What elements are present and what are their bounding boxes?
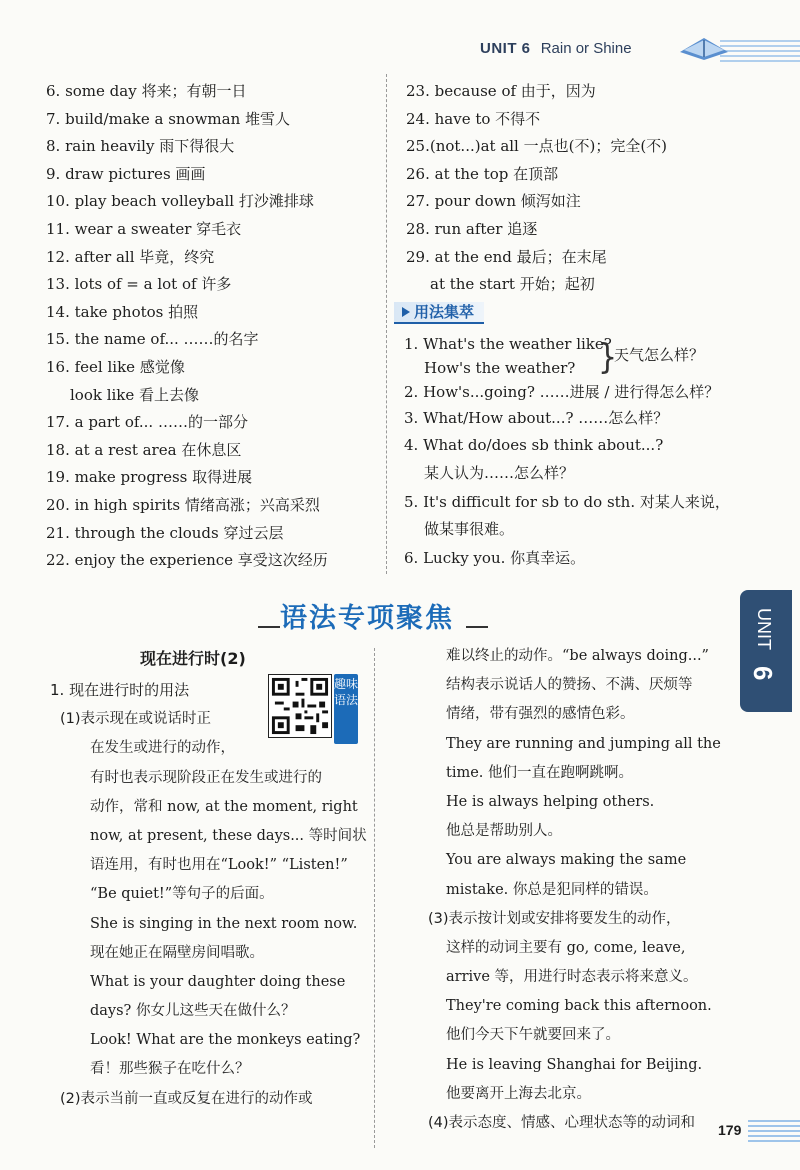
- grammar-line: 看！那些猴子在吃什么？: [90, 1061, 250, 1078]
- unit-side-tab: [740, 590, 792, 712]
- grammar-line: They're coming back this afternoon.: [446, 998, 712, 1015]
- phrase-item: 11. wear a sweater 穿毛衣: [46, 219, 242, 238]
- usage-line: 做某事很难。: [424, 520, 515, 538]
- phrase-item: look like 看上去像: [70, 385, 200, 404]
- phrase-item: 29. at the end 最后；在末尾: [406, 247, 607, 266]
- grammar-line: She is singing in the next room now.: [90, 915, 358, 932]
- phrase-list-right: [406, 78, 776, 299]
- phrase-item: 18. at a rest area 在休息区: [46, 440, 242, 459]
- grammar-line: 这样的动词主要有 go, come, leave,: [446, 939, 686, 956]
- grammar-line: 在发生或进行的动作，: [90, 740, 235, 757]
- grammar-line: He is always helping others.: [446, 793, 655, 810]
- grammar-line: 有时也表示现阶段正在发生或进行的: [90, 769, 322, 786]
- grammar-line: 语连用，有时也用在“Look!” “Listen!”: [90, 857, 348, 874]
- grammar-line: (2)表示当前一直或反复在进行的动作或: [60, 1090, 313, 1107]
- grammar-line: time. 他们一直在跑啊跳啊。: [446, 764, 634, 781]
- banner-rule: [258, 626, 280, 628]
- usage-line: How's the weather?: [424, 359, 576, 377]
- phrase-item: 27. pour down 倾泻如注: [406, 192, 581, 211]
- unit-label: UNIT 6: [480, 40, 531, 57]
- phrase-item: 16. feel like 感觉像: [46, 357, 185, 376]
- footer-decoration: [748, 1120, 800, 1142]
- usage-line: 6. Lucky you. 你真幸运。: [404, 549, 586, 567]
- grammar-line: They are running and jumping all the: [446, 735, 721, 752]
- side-tab-number: 6: [748, 666, 778, 681]
- usage-line: 某人认为……怎么样？: [424, 464, 575, 482]
- grammar-line: (4)表示态度、情感、心理状态等的动词和: [428, 1115, 696, 1131]
- triangle-icon: [402, 307, 410, 317]
- phrase-item: 10. play beach volleyball 打沙滩排球: [46, 192, 314, 211]
- phrase-item: 12. after all 毕竟，终究: [46, 247, 215, 266]
- phrase-list-left: [46, 78, 366, 575]
- grammar-line: Look! What are the monkeys eating?: [90, 1032, 361, 1049]
- grammar-line: 情绪，带有强烈的感情色彩。: [446, 706, 635, 723]
- phrase-item: 8. rain heavily 雨下得很大: [46, 137, 235, 156]
- grammar-line: 结构表示说话人的赞扬、不满、厌烦等: [446, 677, 693, 694]
- usage-line: 1. What's the weather like?: [404, 335, 612, 353]
- book-icon: [676, 30, 732, 64]
- phrase-item: 9. draw pictures 画画: [46, 164, 206, 183]
- column-divider: [386, 74, 387, 574]
- column-divider: [374, 648, 375, 1148]
- phrase-item: 14. take photos 拍照: [46, 302, 199, 321]
- grammar-line: days? 你女儿这些天在做什么？: [90, 1003, 296, 1020]
- phrase-item: 7. build/make a snowman 堆雪人: [46, 109, 291, 128]
- usage-line: 5. It's difficult for sb to do sth. 对某人来说，: [404, 493, 730, 511]
- banner-rule: [466, 626, 488, 628]
- side-tab-label: UNIT: [754, 608, 774, 650]
- grammar-line: arrive 等，用进行时态表示将来意义。: [446, 969, 698, 986]
- phrase-item: 25.(not...)at all 一点也(不)；完全(不): [406, 137, 668, 156]
- phrase-item: 23. because of 由于，因为: [406, 82, 596, 100]
- phrase-item: 21. through the clouds 穿过云层: [46, 523, 284, 542]
- phrase-item: 15. the name of... ……的名字: [46, 330, 259, 349]
- grammar-column-right: [428, 642, 728, 1138]
- grammar-line: “Be quiet!”等句子的后面。: [90, 886, 274, 903]
- usage-section-title: 用法集萃: [394, 302, 484, 324]
- grammar-line: You are always making the same: [446, 852, 687, 869]
- brace-icon: }: [598, 337, 618, 378]
- phrase-item: 17. a part of... ……的一部分: [46, 413, 248, 432]
- grammar-column-left: [50, 676, 370, 1114]
- grammar-line: (3)表示按计划或安排将要发生的动作，: [428, 910, 681, 927]
- grammar-title: 现在进行时(2): [140, 649, 246, 668]
- phrase-item: 24. have to 不得不: [406, 109, 541, 128]
- grammar-line: 1. 现在进行时的用法: [50, 681, 190, 699]
- phrase-item: 19. make progress 取得进展: [46, 468, 253, 487]
- grammar-line: 他总是帮助别人。: [446, 823, 562, 840]
- grammar-line: 他们今天下午就要回来了。: [446, 1027, 620, 1044]
- grammar-line: (1)表示现在或说话时正: [60, 711, 212, 728]
- usage-meaning: 天气怎么样？: [614, 346, 705, 364]
- phrase-item: 20. in high spirits 情绪高涨；兴高采烈: [46, 495, 320, 514]
- grammar-line: 他要离开上海去北京。: [446, 1085, 591, 1102]
- header-decoration: [720, 38, 800, 62]
- phrase-item: 13. lots of = a lot of 许多: [46, 275, 232, 294]
- phrase-item: at the start 开始；起初: [430, 275, 595, 294]
- qr-tag: 趣味语法: [334, 674, 358, 744]
- grammar-line: 难以终止的动作。“be always doing...”: [446, 648, 709, 664]
- phrase-item: 26. at the top 在顶部: [406, 164, 559, 183]
- grammar-line: He is leaving Shanghai for Beijing.: [446, 1056, 703, 1073]
- usage-line: 4. What do/does sb think about...?: [404, 436, 664, 454]
- running-header: [480, 40, 632, 57]
- phrase-item: 28. run after 追逐: [406, 219, 538, 238]
- grammar-line: mistake. 你总是犯同样的错误。: [446, 881, 658, 898]
- phrase-item: 22. enjoy the experience 享受这次经历: [46, 551, 328, 570]
- page-number: 179: [718, 1122, 742, 1138]
- grammar-line: now, at present, these days... 等时间状: [90, 827, 367, 844]
- usage-line: 3. What/How about...? ……怎么样？: [404, 409, 669, 427]
- grammar-line: 动作，常和 now, at the moment, right: [90, 798, 358, 815]
- phrase-item: 6. some day 将来；有朝一日: [46, 82, 247, 100]
- grammar-line: 现在她正在隔壁房间唱歌。: [90, 944, 264, 961]
- grammar-line: What is your daughter doing these: [90, 973, 346, 990]
- usage-line: 2. How's...going? ……进展 / 进行得怎么样？: [404, 383, 720, 401]
- section-banner: 语法专项聚焦: [280, 603, 454, 634]
- unit-theme: Rain or Shine: [540, 40, 632, 57]
